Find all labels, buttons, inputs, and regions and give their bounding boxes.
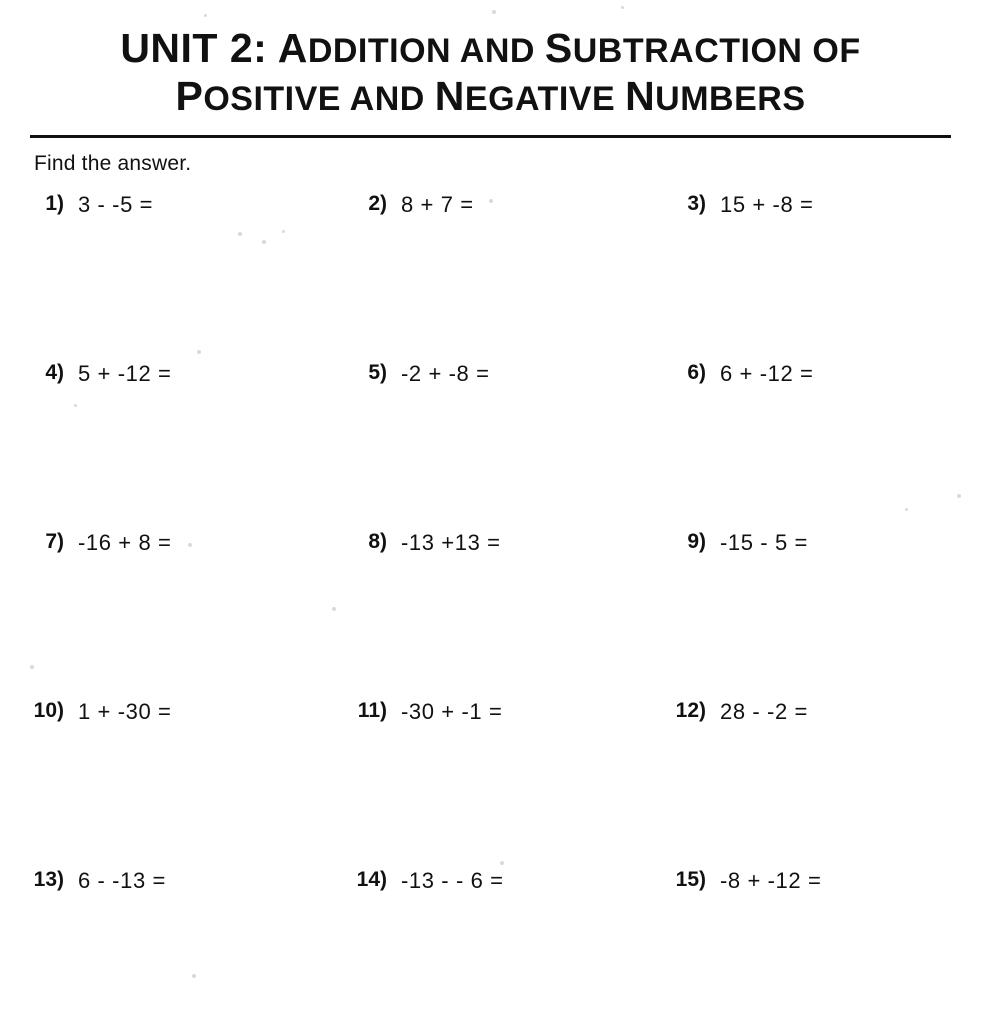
problem-item [337,862,644,1031]
scan-speck [197,350,201,354]
scan-speck [30,665,34,669]
problem-expression: 28 - -2 = [720,698,808,724]
problem-expression: 1 + -30 = [78,698,172,724]
problem-number: 7) [45,529,64,553]
problem-number: 10) [33,698,64,722]
title-word-subtraction-initial: S [544,25,573,71]
instruction-text: Find the answer. [34,151,192,175]
problem-item [337,693,644,862]
problem-expression: 6 - -13 = [78,867,166,893]
problem-number: 14) [356,867,387,891]
problem-expression: -15 - 5 = [720,529,808,555]
title-unit-label: UNIT 2: [120,25,268,71]
problem-item [30,524,337,693]
title-word-addition-initial: A [277,25,308,71]
title-word-negative-rest: EGATIVE [464,80,626,119]
scan-speck [74,404,77,407]
problem-item [30,355,337,524]
problem-number: 12) [675,698,706,722]
scan-speck [262,240,266,244]
title-word-subtraction-rest: UBTRACTION OF [572,32,861,70]
problem-expression: 8 + 7 = [401,191,474,217]
problem-expression: -30 + -1 = [401,698,503,724]
problem-number: 13) [33,867,64,891]
scan-speck [905,508,908,511]
scan-speck [282,230,285,233]
problem-expression: 5 + -12 = [78,360,172,386]
problem-number: 6) [687,360,706,384]
scan-speck [188,543,192,547]
problem-number: 1) [45,191,64,215]
scan-speck [621,6,624,9]
problem-item [337,355,644,524]
problem-expression: -16 + 8 = [78,529,172,555]
problem-expression: 3 - -5 = [78,191,154,217]
problem-number: 11) [357,698,387,722]
scan-speck [204,14,207,17]
scan-speck [238,232,242,236]
problem-expression: -13 +13 = [401,529,501,555]
problem-item [644,355,951,524]
problem-item [30,693,337,862]
problem-number: 9) [687,529,706,553]
problem-item [30,862,337,1031]
problem-item [337,186,644,355]
title-word-addition-rest: DDITION AND [307,32,545,70]
title-word-positive-initial: P [175,73,204,120]
problem-item [30,186,337,355]
title-line-1 [38,24,943,72]
problem-item [644,862,951,1031]
problem-expression: -2 + -8 = [401,360,490,386]
problem-number: 8) [368,529,387,553]
problem-expression: -8 + -12 = [720,867,822,893]
title-word-positive-rest: OSITIVE AND [203,80,435,119]
problem-expression: 6 + -12 = [720,360,814,386]
problem-expression: -13 - - 6 = [401,867,504,893]
problem-number: 15) [675,867,706,891]
problem-expression: 15 + -8 = [720,191,814,217]
worksheet-title [30,18,951,121]
scan-speck [332,607,336,611]
problem-item [337,524,644,693]
scan-speck [192,974,196,978]
problem-item [644,524,951,693]
title-word-negative-initial: N [434,73,465,120]
title-word-numbers-rest: UMBERS [655,80,806,119]
scan-speck [492,10,496,14]
header-divider [30,135,951,138]
scan-speck [500,861,504,865]
problem-number: 2) [368,191,387,215]
scan-speck [489,199,493,203]
problem-number: 5) [368,360,387,384]
problem-item [644,186,951,355]
problem-grid [30,186,951,1031]
problem-number: 3) [687,191,706,215]
title-line-2 [38,72,943,120]
scan-speck [957,494,961,498]
title-word-numbers-initial: N [625,73,656,120]
problem-item [644,693,951,862]
problem-number: 4) [45,360,64,384]
